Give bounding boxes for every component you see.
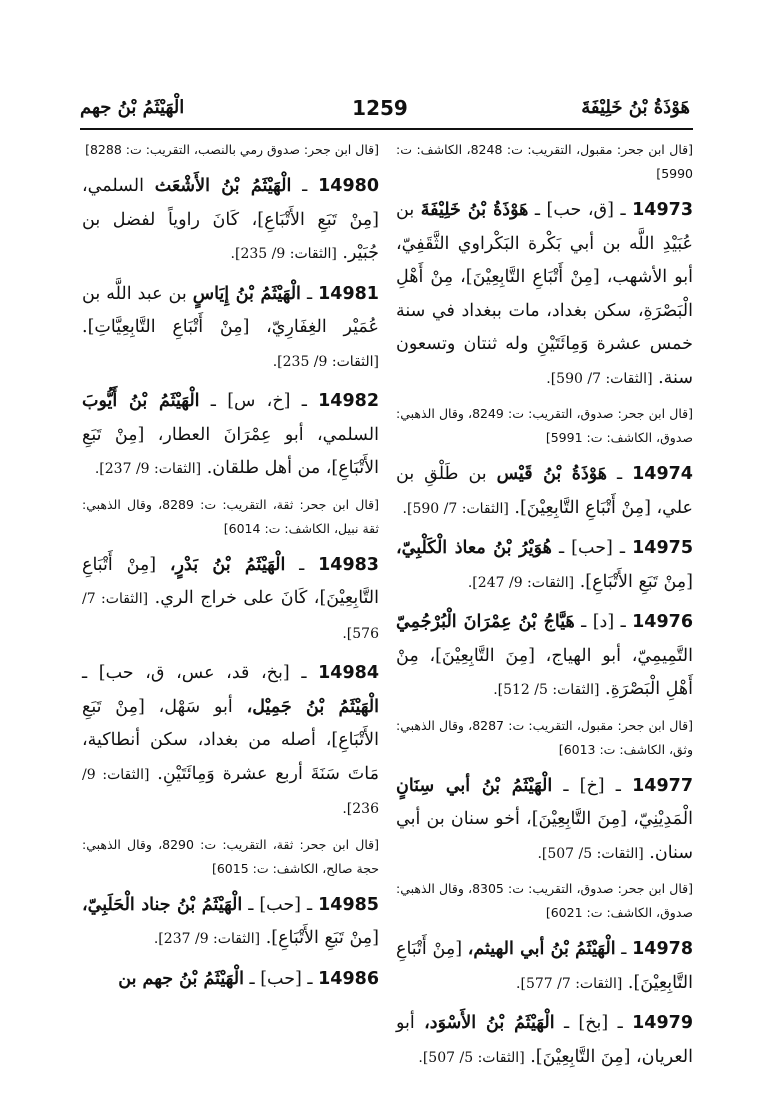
- entry-text: [مِنْ تَبَعِ الأَتْبَاعِ].: [574, 571, 693, 592]
- entry-number: 14982: [318, 391, 380, 411]
- entry-number: 14986: [318, 968, 379, 989]
- left-column: [82, 138, 379, 1088]
- entry-reference: [الثقات: 9/ 235].: [272, 353, 379, 370]
- entry-name: الْهَيْثَمُ بْنُ أبي سِنَانٍ: [396, 775, 553, 796]
- entry-text: أبو العريان، [مِنَ التَّابِعِيْنَ].: [396, 1013, 693, 1067]
- entry-reference: [الثقات: 9/ 235].: [230, 246, 337, 262]
- entry-tag: ـ [خ، س] ـ: [199, 391, 319, 411]
- entry-14978: [396, 933, 693, 1001]
- entry-number: 14983: [318, 554, 379, 575]
- entry-14975: [396, 532, 693, 600]
- entry-name: هَوْذَةُ بْنُ قَيْس: [496, 464, 608, 484]
- entry-text: [مِنْ تَبَعِ الأَتْبَاعِ].: [260, 928, 379, 948]
- entry-text: [مِنْ أَتْبَاعِ التَّابِعِيْنَ].: [396, 939, 693, 993]
- entry-reference: [الثقات: 7/ 577].: [516, 975, 623, 992]
- footnote: [قال ابن جحر: صدوق رمي بالنصب، التقريب: ت: 8288]: [85, 142, 379, 157]
- entry-number: 14979: [632, 1013, 693, 1033]
- footnote: [قال ابن جحر: ثقة، التقريب: ت: 8290، وقال الذهبي: حجة صالح، الكاشف: ت: 6015]: [82, 836, 379, 876]
- right-column: [396, 138, 693, 1088]
- entry-text: السلمي، [مِنْ تَبَعِ الأَتْبَاعِ]، كَانَ راوياً لفضل بن جُبَيْر.: [82, 176, 379, 263]
- footnote: [قال ابن جحر: مقبول، التقريب: ت: 8248، الكاشف: ت: 5990]: [396, 142, 693, 181]
- entry-tag: ـ: [291, 176, 319, 196]
- entry-text: الْمَدِيْنِيّ، [مِنَ التَّابِعِيْنَ]، أخو سنان بن أبي سنان.: [396, 809, 693, 863]
- entry-14973: [396, 194, 693, 396]
- entry-14986: [82, 963, 379, 998]
- entry-number: 14977: [632, 775, 693, 796]
- entry-text: بن عُبَيْدِ اللَّه بن أبي بَكْرة البَكْراوي الثَّقَفِيّ، أبو الأشهب، [مِنْ أَتْبَاعِ التَّابِعِيْنَ]، مِنْ أَهْلِ الْبَصْرَةِ، سكن بغداد، مات ببغداد في سنة خمس عشرة وَمِائَتَيْنِ وله ثنتان وتسعون سنة.: [396, 200, 693, 388]
- entry-name: الْهَيْثَمُ بْنُ الأَشْعَث: [154, 176, 292, 196]
- entry-reference: [الثقات: 9/ 247].: [467, 574, 575, 591]
- entry-number: 14981: [318, 283, 379, 304]
- entry-14981: [82, 278, 379, 380]
- footnote: [قال ابن جحر: صدوق، التقريب: ت: 8305، وقال الذهبي: صدوق، الكاشف: ت: 6021]: [396, 881, 693, 920]
- entry-number: 14974: [632, 464, 693, 484]
- header-rule: [80, 128, 693, 130]
- entry-14983: [82, 549, 379, 652]
- entry-text: بن عبد اللَّه بن عُمَيْر الغِفَارِيّ، [مِنْ أَتْبَاعِ التَّابِعِيَّاتِ].: [82, 283, 379, 337]
- entry-tag: ـ [حب] ـ: [551, 538, 633, 558]
- page-number: 1259: [352, 96, 408, 120]
- entry-tag: ـ [بخ] ـ: [554, 1013, 633, 1033]
- entry-number: 14975: [632, 538, 693, 558]
- entry-14979: [396, 1007, 693, 1075]
- entry-text: بن طَلْقِ بن علي، [مِنْ أَتْبَاعِ التَّابِعِيْنَ].: [396, 464, 693, 518]
- entry-name: الْهَيْثَمُ بْنُ أبي الهيثم،: [467, 939, 616, 959]
- footnote: [قال ابن جحر: صدوق، التقريب: ت: 8249، وقال الذهبي: صدوق، الكاشف: ت: 5991]: [396, 406, 693, 445]
- entry-reference: [الثقات: 5/ 507].: [537, 845, 644, 862]
- entry-tag: ـ [بخ، قد، عس، ق، حب] ـ: [82, 663, 319, 683]
- entry-reference: [الثقات: 5/ 507].: [418, 1049, 525, 1066]
- entry-14976: [396, 606, 693, 708]
- entry-tag: ـ [ق، حب] ـ: [528, 200, 633, 220]
- entry-14984: [82, 657, 379, 827]
- entry-reference: [الثقات: 9/ 236].: [82, 766, 379, 817]
- entry-text: السلمي، أبو عِمْرَانَ العطار، [مِنْ تَبَعِ الأَتْبَاعِ]، من أهل طلقان.: [82, 424, 379, 478]
- entry-number: 14984: [318, 663, 379, 683]
- entry-tag: ـ: [300, 283, 319, 304]
- entry-tag: ـ [د] ـ: [574, 612, 633, 632]
- running-header-right: هَوْذَةُ بْنُ خَلِيْفَةَ: [581, 97, 690, 118]
- entry-text: أبو سَهْل، [مِنْ تَبَعِ الأَتْبَاعِ]، أصله من بغداد، سكن أنطاكية، مَاتَ سَنَةَ أربع عشرة وَمِائَتَيْنِ.: [82, 696, 379, 784]
- entry-reference: [الثقات: 9/ 237].: [94, 461, 202, 477]
- running-header-left: الْهَيْثَمُ بْنُ جهم: [80, 97, 185, 118]
- entry-text: التَّمِيمِيّ، أبو الهياج، [مِنَ التَّابِعِيْنَ]، مِنْ أَهْلِ الْبَصْرَةِ.: [396, 645, 693, 699]
- entry-reference: [الثقات: 5/ 512].: [493, 682, 600, 698]
- entry-14985: [82, 889, 379, 957]
- entry-tag: ـ: [607, 464, 633, 484]
- entry-number: 14973: [632, 200, 693, 220]
- entry-name: الْهَيْثَمُ بْنُ جَمِيْل،: [246, 696, 379, 717]
- entry-reference: [الثقات: 9/ 237].: [153, 931, 261, 947]
- entry-14982: [82, 385, 379, 487]
- entry-reference: [الثقات: 7/ 590].: [546, 370, 653, 387]
- entry-tag: ـ [حب] ـ: [242, 894, 319, 915]
- footnote: [قال ابن جحر: مقبول، التقريب: ت: 8287، وقال الذهبي: وثق، الكاشف: ت: 6013]: [396, 717, 693, 757]
- footnote: [قال ابن جحر: ثقة، التقريب: ت: 8289، وقال الذهبي: ثقة نبيل، الكاشف: ت: 6014]: [82, 496, 379, 536]
- entry-number: 14978: [632, 939, 694, 959]
- entry-tag: ـ: [285, 554, 319, 575]
- entry-name: الْهَيْثَمُ بْنُ أَيُّوبَ: [82, 391, 200, 411]
- entry-tag: ـ: [615, 939, 633, 959]
- entry-number: 14980: [318, 176, 379, 196]
- entry-name: الْهَيْثَمُ بْنُ جهم بن: [118, 968, 244, 989]
- entry-name: الْهَيْثَمُ بْنُ الأَسْوَد،: [424, 1013, 555, 1033]
- entry-number: 14976: [632, 612, 693, 632]
- entry-name: هَيَّاجُ بْنُ عِمْرَانَ الْبُرْجُمِيّ: [396, 612, 575, 632]
- entry-reference: [الثقات: 7/ 590].: [402, 500, 509, 517]
- entry-14977: [396, 770, 693, 872]
- entry-name: الْهَيْثَمُ بْنُ بَدْرٍ،: [169, 554, 286, 575]
- entry-name: هُوَيْرُ بْنُ معاذ الْكَلْبِيّ،: [396, 538, 552, 558]
- entry-text: [مِنْ أَتْبَاعِ التَّابِعِيْنَ]، كَانَ على خراج الري.: [82, 554, 379, 608]
- entry-number: 14985: [318, 894, 379, 915]
- entry-reference: [الثقات: 7/ 576].: [82, 591, 379, 642]
- entry-name: هَوْذَةُ بْنُ خَلِيْفَةَ: [420, 200, 529, 220]
- entry-name: الْهَيْثَمُ بْنُ جناد الْحَلَبِيّ،: [82, 894, 243, 915]
- entry-tag: ـ [حب] ـ: [243, 968, 319, 989]
- entry-14974: [396, 458, 693, 526]
- entry-name: الْهَيْثَمُ بْنُ إِيَاسٍ: [192, 283, 301, 304]
- entry-tag: ـ [خ] ـ: [552, 775, 633, 796]
- entry-14980: [82, 170, 379, 272]
